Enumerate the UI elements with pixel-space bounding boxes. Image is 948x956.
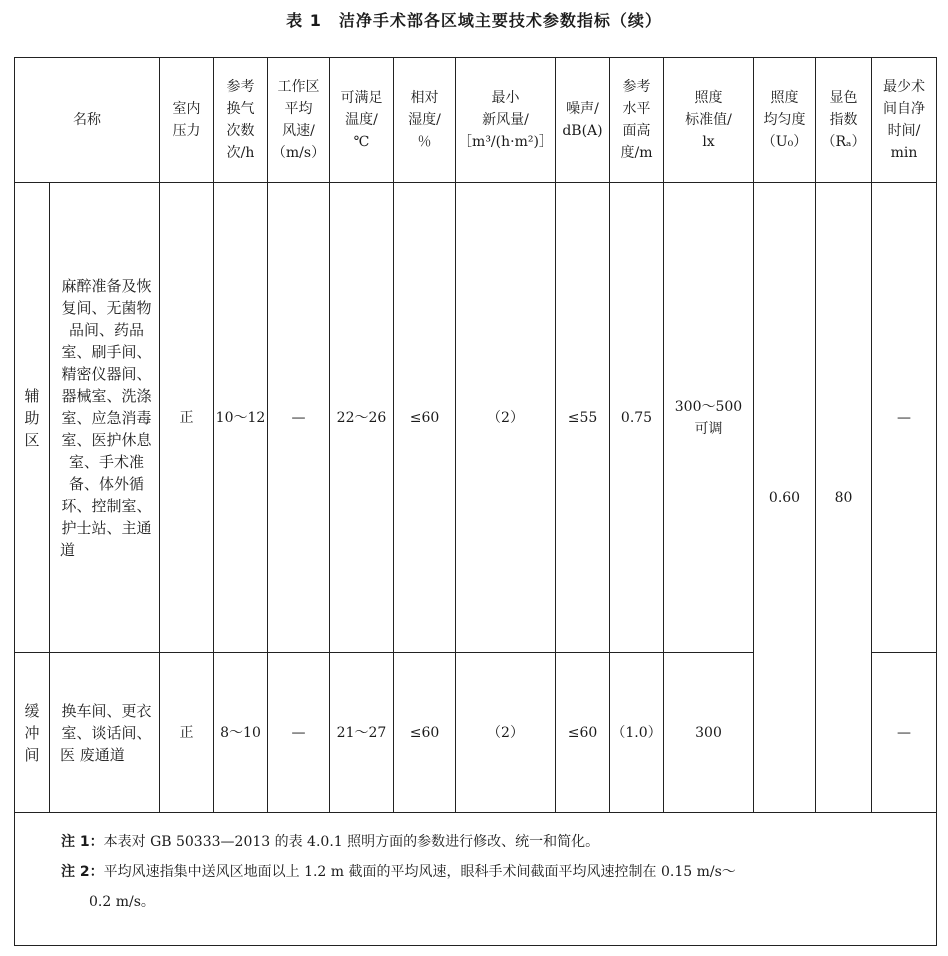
temperature-cell: 21～27: [330, 653, 394, 813]
header-color-index: 显色 指数 （Rₐ）: [816, 58, 872, 183]
parameter-table: [14, 57, 937, 946]
illuminance-cell: [664, 653, 754, 813]
airspeed-cell: —: [268, 183, 330, 653]
note-1-text: 本表对 GB 50333—2013 的表 4.0.1 照明方面的参数进行修改、统一和简化。: [103, 834, 600, 850]
note-2-label: 注 2：: [61, 864, 104, 880]
zone-cell: 辅 助 区: [15, 183, 50, 653]
airspeed-cell: —: [268, 653, 330, 813]
pressure-cell: 正: [160, 653, 214, 813]
humidity-cell: ≤60: [394, 653, 456, 813]
self-clean-cell: —: [872, 653, 937, 813]
note-1-label: 注 1：: [61, 834, 104, 850]
zone-cell: 缓 冲 间: [15, 653, 50, 813]
note-2: [61, 857, 926, 887]
note-2-continuation: 0.2 m/s。: [89, 894, 155, 910]
table-row: [15, 183, 937, 653]
illuminance-value: 300～500: [674, 398, 743, 415]
temperature-cell: 22～26: [330, 183, 394, 653]
plane-height-cell: （1.0）: [610, 653, 664, 813]
humidity-cell: ≤60: [394, 183, 456, 653]
header-humidity: 相对 湿度/ ％: [394, 58, 456, 183]
notes-row: [15, 813, 937, 946]
illuminance-value: 300: [695, 724, 722, 741]
note-2-text: 平均风速指集中送风区地面以上 1.2 m 截面的平均风速，眼科手术间截面平均风速控制在 0.15 m/s～: [103, 864, 736, 880]
rooms-cell: 麻醉准备及恢复间、无菌物品间、药品室、刷手间、精密仪器间、器械室、洗涤室、应急消毒室、医护休息室、手术准备、体外循环、控制室、护士站、主通道: [50, 183, 160, 653]
note-1: [61, 827, 926, 857]
header-self-clean: 最少术 间自净 时间/ min: [872, 58, 937, 183]
notes-cell: [15, 813, 937, 946]
uniformity-cell: 0.60: [754, 183, 816, 813]
pressure-cell: 正: [160, 183, 214, 653]
header-airspeed: 工作区 平均 风速/ （m/s）: [268, 58, 330, 183]
header-illuminance: 照度 标准值/ lx: [664, 58, 754, 183]
header-noise: 噪声/ dB(A): [556, 58, 610, 183]
header-temperature: 可满足 温度/ ℃: [330, 58, 394, 183]
header-name: 名称: [15, 58, 160, 183]
table-caption: 表 1 洁净手术部各区域主要技术参数指标（续）: [286, 11, 662, 30]
noise-cell: ≤60: [556, 653, 610, 813]
fresh-air-cell: （2）: [456, 653, 556, 813]
header-fresh-air: 最小 新风量/ ［m³/(h·m²)］: [456, 58, 556, 183]
self-clean-cell: —: [872, 183, 937, 653]
header-row: [15, 58, 937, 183]
air-change-cell: 8～10: [214, 653, 268, 813]
header-pressure: 室内 压力: [160, 58, 214, 183]
header-uniformity: 照度 均匀度 （U₀）: [754, 58, 816, 183]
noise-cell: ≤55: [556, 183, 610, 653]
rooms-cell: 换车间、更衣室、谈话间、 医 废通道: [50, 653, 160, 813]
header-plane-height: 参考 水平 面高 度/m: [610, 58, 664, 183]
illuminance-cell: [664, 183, 754, 653]
header-air-change: 参考 换气 次数 次/h: [214, 58, 268, 183]
color-index-cell: 80: [816, 183, 872, 813]
illuminance-note: 可调: [694, 420, 723, 437]
fresh-air-cell: （2）: [456, 183, 556, 653]
air-change-cell: 10～12: [214, 183, 268, 653]
plane-height-cell: 0.75: [610, 183, 664, 653]
